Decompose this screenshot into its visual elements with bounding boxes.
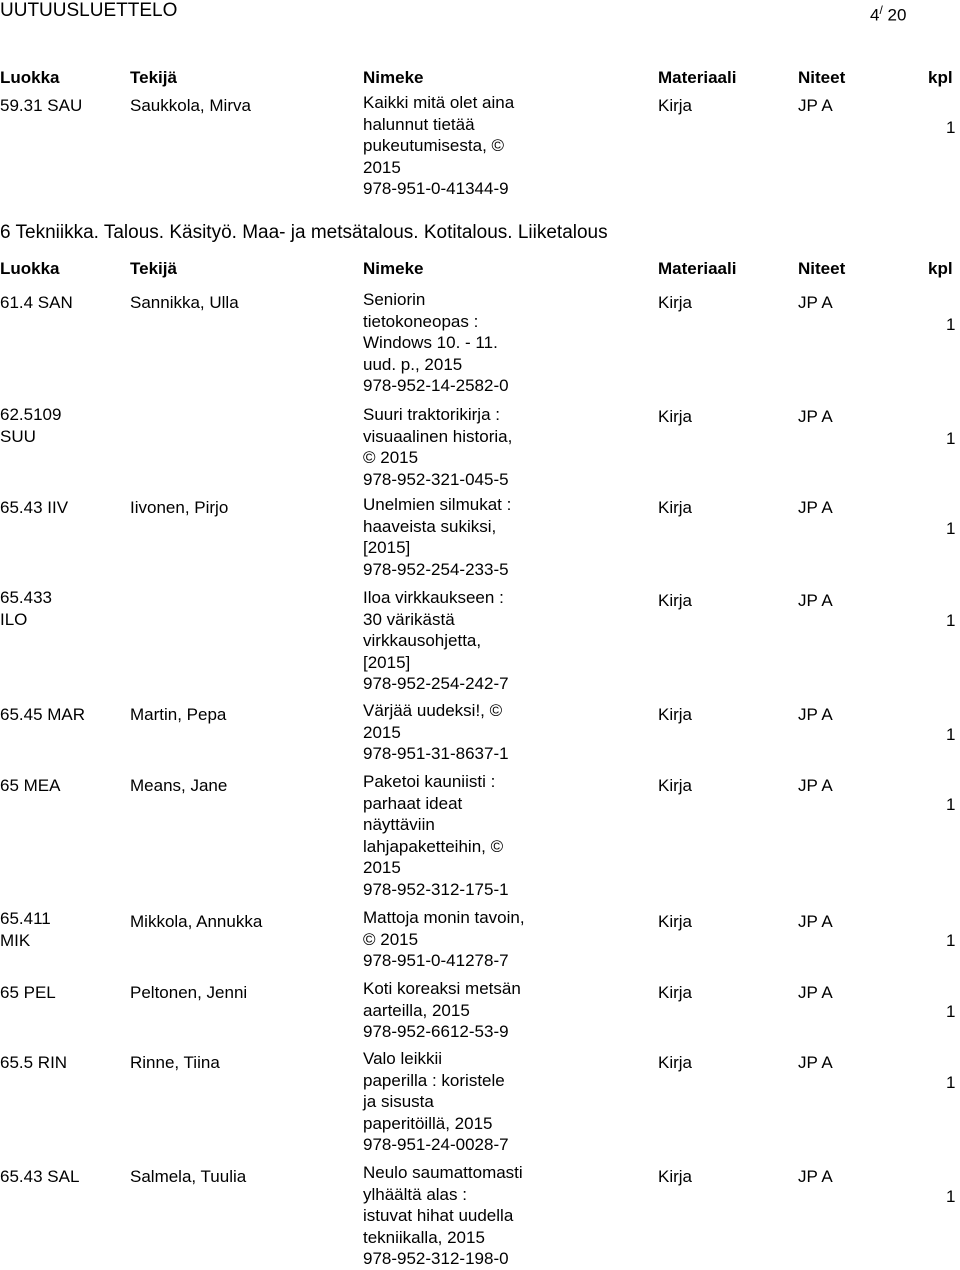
header-kpl: kpl (928, 259, 953, 278)
cell-materiaali: Kirja (658, 705, 693, 724)
nimeke-line: Paketoi kauniisti : (363, 772, 496, 791)
cell-materiaali: Kirja (658, 498, 693, 517)
nimeke-line: 978-952-6612-53-9 (363, 1022, 509, 1041)
cell-luokka (0, 908, 51, 951)
nimeke-line: 978-952-312-175-1 (363, 879, 509, 899)
nimeke-line: Valo leikkii (363, 1049, 443, 1068)
cell-kpl: 1 (946, 795, 956, 814)
header-materiaali: Materiaali (658, 68, 737, 87)
nimeke-line: 978-951-0-41344-9 (363, 179, 509, 198)
nimeke-line: 978-952-321-045-5 (363, 469, 509, 489)
cell-nimeke (363, 289, 509, 397)
page-separator: / (879, 3, 883, 17)
cell-tekija: Sannikka, Ulla (130, 293, 239, 312)
header-luokka: Luokka (0, 68, 60, 87)
nimeke-line: Seniorin (363, 290, 426, 309)
cell-materiaali: Kirja (658, 96, 693, 115)
cell-niteet: JP A (798, 1053, 833, 1072)
cell-luokka: 65.5 RIN (0, 1053, 68, 1072)
cell-materiaali: Kirja (658, 1053, 693, 1072)
nimeke-line: Mattoja monin tavoin, (363, 908, 525, 927)
cell-kpl: 1 (946, 1002, 956, 1021)
nimeke-line: halunnut tietää (363, 114, 475, 134)
nimeke-line: 978-951-31-8637-1 (363, 744, 509, 763)
nimeke-line: 978-952-14-2582-0 (363, 376, 509, 395)
cell-materiaali: Kirja (658, 591, 693, 610)
cell-materiaali: Kirja (658, 407, 693, 426)
cell-niteet: JP A (798, 705, 833, 724)
header-tekija: Tekijä (130, 68, 177, 87)
cell-materiaali: Kirja (658, 1167, 693, 1186)
cell-niteet: JP A (798, 293, 833, 312)
nimeke-line: lahjapaketteihin, © (363, 836, 504, 856)
header-niteet: Niteet (798, 68, 846, 87)
nimeke-line: istuvat hihat uudella (363, 1206, 514, 1225)
luokka-line: 65.411 (0, 909, 51, 928)
header-kpl: kpl (928, 68, 953, 87)
nimeke-line: Kaikki mitä olet aina (363, 93, 515, 112)
page-number (870, 0, 906, 26)
cell-kpl: 1 (946, 118, 956, 137)
header-nimeke: Nimeke (363, 68, 424, 87)
cell-nimeke (363, 978, 521, 1043)
nimeke-line: aarteilla, 2015 (363, 1000, 470, 1020)
cell-materiaali: Kirja (658, 293, 693, 312)
cell-kpl: 1 (946, 1073, 956, 1092)
cell-niteet: JP A (798, 591, 833, 610)
cell-tekija: Salmela, Tuulia (130, 1167, 247, 1186)
nimeke-line: 978-951-0-41278-7 (363, 951, 509, 970)
header-materiaali: Materiaali (658, 259, 737, 278)
header-nimeke: Nimeke (363, 259, 424, 278)
cell-nimeke (363, 907, 525, 972)
cell-niteet: JP A (798, 96, 833, 115)
cell-kpl: 1 (946, 429, 956, 448)
cell-luokka: 65 MEA (0, 776, 61, 795)
nimeke-line: haaveista sukiksi, (363, 516, 497, 536)
nimeke-line: 978-951-24-0028-7 (363, 1135, 509, 1154)
cell-luokka: 65 PEL (0, 983, 56, 1002)
nimeke-line: ja sisusta (363, 1092, 434, 1111)
nimeke-line: [2015] (363, 538, 411, 557)
page-total: 20 (887, 5, 907, 25)
luokka-line: ILO (0, 609, 28, 629)
nimeke-line: virkkausohjetta, (363, 631, 482, 650)
nimeke-line: © 2015 (363, 448, 419, 467)
nimeke-line: Koti koreaksi metsän (363, 979, 521, 998)
header-luokka: Luokka (0, 259, 60, 278)
cell-niteet: JP A (798, 776, 833, 795)
nimeke-line: Iloa virkkaukseen : (363, 588, 504, 607)
cell-luokka: 65.43 IIV (0, 498, 69, 517)
header-niteet: Niteet (798, 259, 846, 278)
section-title: 6 Tekniikka. Talous. Käsityö. Maa- ja metsätalous. Kotitalous. Liiketalous (0, 222, 608, 243)
nimeke-line: tekniikalla, 2015 (363, 1227, 485, 1247)
cell-nimeke (363, 92, 514, 200)
cell-tekija: Means, Jane (130, 776, 228, 795)
cell-tekija: Iivonen, Pirjo (130, 498, 229, 517)
cell-kpl: 1 (946, 519, 956, 538)
cell-luokka (0, 587, 52, 630)
cell-materiaali: Kirja (658, 776, 693, 795)
cell-niteet: JP A (798, 407, 833, 426)
cell-tekija: Peltonen, Jenni (130, 983, 248, 1002)
cell-tekija: Mikkola, Annukka (130, 912, 263, 931)
page-current: 4 (870, 5, 880, 25)
nimeke-line: uud. p., 2015 (363, 354, 463, 374)
cell-tekija: Saukkola, Mirva (130, 96, 251, 115)
nimeke-line: 978-952-254-233-5 (363, 559, 509, 579)
nimeke-line: 2015 (363, 722, 401, 742)
cell-luokka: 59.31 SAU (0, 96, 83, 115)
nimeke-line: 978-952-254-242-7 (363, 674, 509, 693)
nimeke-line: 2015 (363, 858, 401, 877)
nimeke-line: Suuri traktorikirja : (363, 405, 500, 424)
cell-kpl: 1 (946, 931, 956, 950)
cell-niteet: JP A (798, 983, 833, 1002)
nimeke-line: Neulo saumattomasti (363, 1163, 523, 1182)
nimeke-line: parhaat ideat (363, 793, 463, 813)
cell-materiaali: Kirja (658, 983, 693, 1002)
nimeke-line: näyttäviin (363, 815, 435, 834)
cell-nimeke (363, 404, 512, 490)
cell-nimeke (363, 700, 509, 765)
nimeke-line: paperitöillä, 2015 (363, 1113, 493, 1133)
cell-niteet: JP A (798, 1167, 833, 1186)
cell-niteet: JP A (798, 498, 833, 517)
nimeke-line: paperilla : koristele (363, 1070, 505, 1090)
header-tekija: Tekijä (130, 259, 177, 278)
cell-kpl: 1 (946, 315, 956, 334)
cell-tekija: Rinne, Tiina (130, 1053, 220, 1072)
document-title: UUTUUSLUETTELO (0, 0, 178, 21)
cell-nimeke (363, 771, 509, 900)
nimeke-line: Värjää uudeksi!, © (363, 701, 503, 720)
cell-luokka: 61.4 SAN (0, 293, 73, 312)
cell-nimeke (363, 587, 509, 695)
cell-luokka: 65.45 MAR (0, 705, 86, 724)
nimeke-line: Windows 10. - 11. (363, 333, 498, 352)
luokka-line: 62.5109 (0, 405, 62, 424)
cell-niteet: JP A (798, 912, 833, 931)
cell-kpl: 1 (946, 725, 956, 744)
cell-nimeke (363, 494, 511, 580)
luokka-line: MIK (0, 930, 31, 950)
cell-luokka (0, 404, 61, 447)
nimeke-line: visuaalinen historia, (363, 426, 513, 446)
nimeke-line: 30 värikästä (363, 609, 455, 629)
luokka-line: SUU (0, 426, 36, 446)
cell-nimeke (363, 1162, 523, 1270)
luokka-line: 65.433 (0, 588, 52, 607)
nimeke-line: © 2015 (363, 929, 419, 949)
nimeke-line: tietokoneopas : (363, 311, 479, 331)
cell-kpl: 1 (946, 611, 956, 630)
nimeke-line: pukeutumisesta, © (363, 136, 505, 155)
cell-tekija: Martin, Pepa (130, 705, 227, 724)
cell-luokka: 65.43 SAL (0, 1167, 80, 1186)
cell-nimeke (363, 1048, 509, 1156)
nimeke-line: Unelmien silmukat : (363, 495, 512, 514)
nimeke-line: 978-952-312-198-0 (363, 1249, 509, 1268)
cell-materiaali: Kirja (658, 912, 693, 931)
cell-kpl: 1 (946, 1187, 956, 1206)
nimeke-line: [2015] (363, 652, 411, 672)
nimeke-line: 2015 (363, 157, 401, 177)
nimeke-line: ylhäältä alas : (363, 1184, 467, 1204)
